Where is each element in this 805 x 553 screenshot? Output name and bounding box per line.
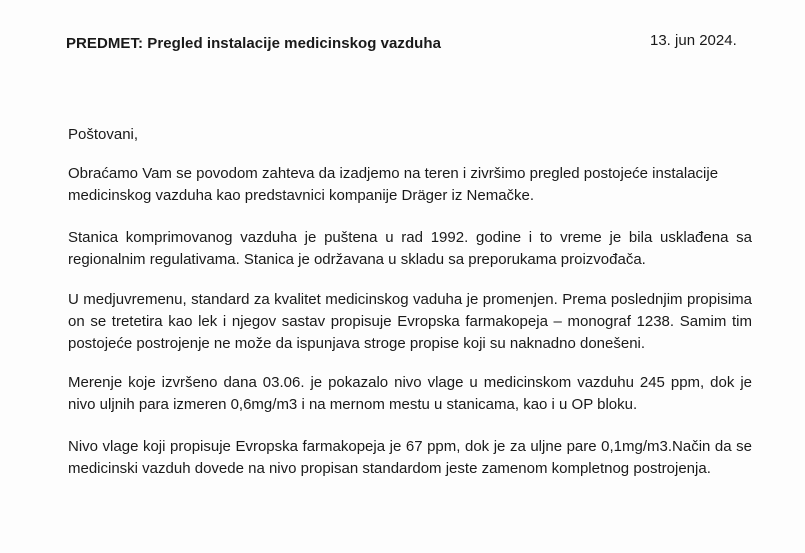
- letter-greeting: Poštovani,: [68, 126, 139, 143]
- letter-date: 13. jun 2024.: [650, 32, 737, 49]
- letter-subject: PREDMET: Pregled instalacije medicinskog vazduha: [66, 35, 442, 52]
- paragraph-request: Obraćamo Vam se povodom zahteva da izadjemo na teren i zivršimo pregled postojeće instalacije medicinskog vazduha kao predstavnici kompanije Dräger iz Nemačke.: [68, 165, 719, 204]
- paragraph-requirements: Nivo vlage koji propisuje Evropska farmakopeja je 67 ppm, dok je za uljne pare 0,1mg/m3.Način da se medicinski vazduh dovede na nivo propisan standardom jeste zamenom kompletnog postrojenja.: [68, 438, 752, 477]
- paragraph-station-history: Stanica komprimovanog vazduha je puštena u rad 1992. godine i to vreme je bila usklađena sa regionalnim regulativama. Stanica je održavana u skladu sa preporukama proizvođača.: [68, 229, 752, 268]
- paragraph-standard-change: U medjuvremenu, standard za kvalitet medicinskog vaduha je promenjen. Prema poslednjim propisima on se tretetira kao lek i njegov sastav propisuje Evropska farmakopeja – monograf 1238. Samim tim postojeće postrojenje ne može da ispunjava stroge propise koji su naknadno donešeni.: [68, 291, 752, 352]
- paragraph-measurement: Merenje koje izvršeno dana 03.06. je pokazalo nivo vlage u medicinskom vazduhu 245 ppm, dok je nivo uljnih para izmeren 0,6mg/m3 i na mernom mestu u stanicama, kao i u OP bloku.: [68, 374, 752, 413]
